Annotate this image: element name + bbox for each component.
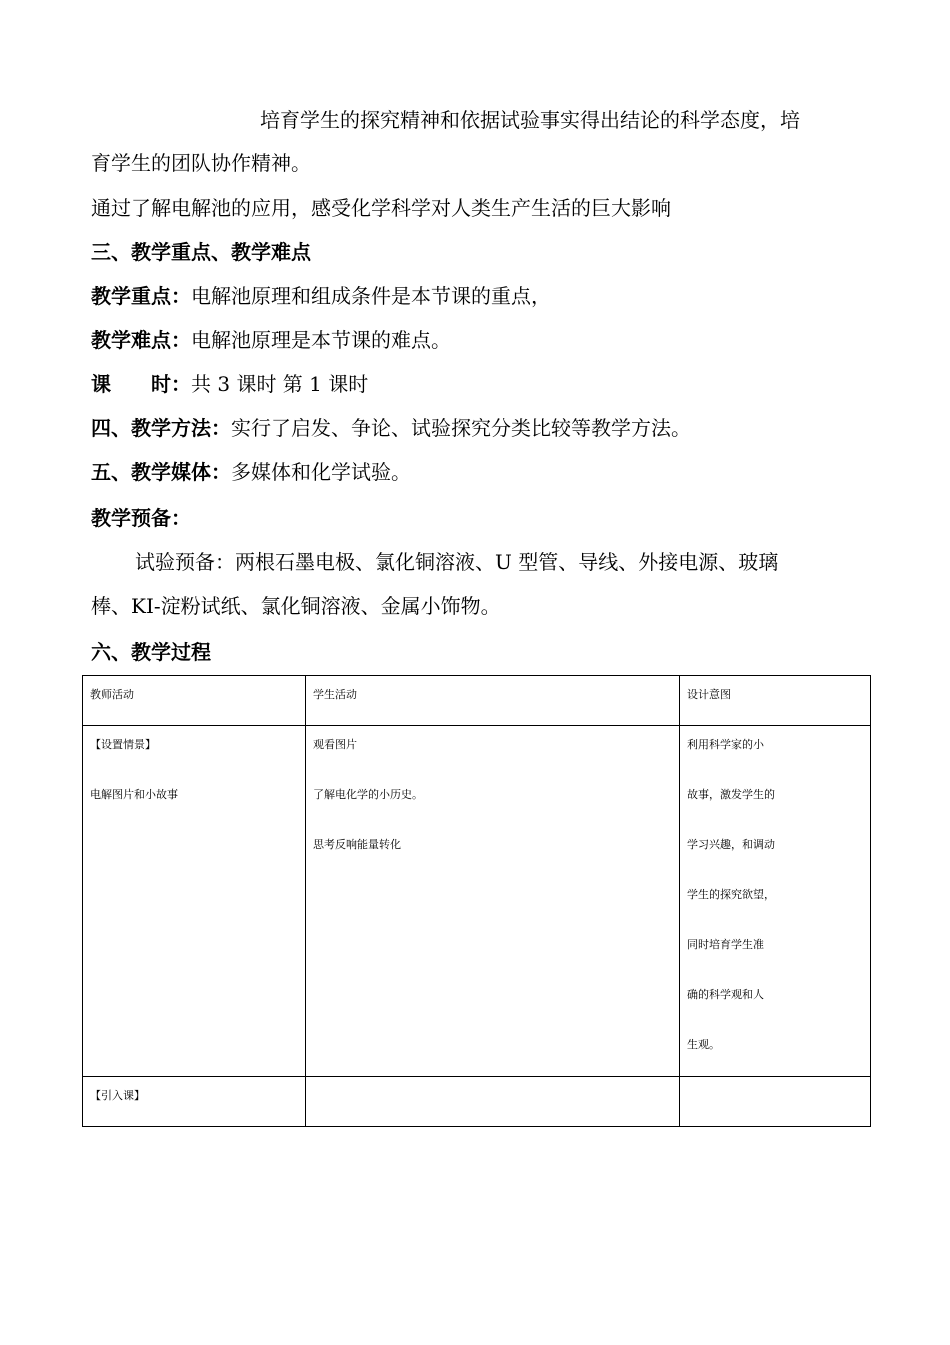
method-text: 实行了启发、争论、试验探究分类比较等教学方法。 [231,416,691,440]
difficulty-label: 教学难点： [91,328,191,352]
student-activity-cell [306,726,680,1077]
design-intent-cell [680,1077,871,1127]
design-intent-cell [680,726,871,1077]
key-point-line [91,282,551,310]
design-intent-line: 生观。 [687,1038,720,1051]
teacher-activity-cell [83,726,306,1077]
header-cell-teacher: 教师活动 [83,676,306,726]
teacher-activity-cell: 【引入课】 [83,1077,306,1127]
table-header-row [83,676,871,726]
design-intent-line: 故事，激发学生的 [687,788,775,801]
media-text: 多媒体和化学试验。 [231,460,411,484]
teacher-activity-line: 【设置情景】 [90,738,156,751]
prep-label: 教学预备： [91,506,191,530]
section-3-title: 三、教学重点、教学难点 [91,240,311,264]
design-intent-line: 确的科学观和人 [687,988,764,1001]
student-activity-line: 了解电化学的小历史。 [313,788,423,801]
key-point-text: 电解池原理和组成条件是本节课的重点， [191,284,551,308]
teacher-activity-line: 电解图片和小故事 [90,788,178,801]
student-activity-line: 思考反响能量转化 [313,838,401,851]
goal-line-3: 通过了解电解池的应用，感受化学科学对人类生产生活的巨大影响 [91,196,671,220]
design-intent-line: 利用科学家的小 [687,738,764,751]
student-activity-line: 观看图片 [313,738,357,751]
method-label: 四、教学方法： [91,416,231,440]
design-intent-line: 学习兴趣，和调动 [687,838,775,851]
header-cell-student: 学生活动 [306,676,680,726]
key-point-label: 教学重点： [91,284,191,308]
design-intent-line: 同时培育学生准 [687,938,764,951]
teaching-process-table [82,675,871,1127]
table-row [83,1077,871,1127]
header-cell-intent: 设计意图 [680,676,871,726]
table-row [83,726,871,1077]
prep-line-2: 棒、KI-淀粉试纸、氯化铜溶液、金属小饰物。 [91,594,501,618]
goal-line-1: 培育学生的探究精神和依据试验事实得出结论的科学态度，培 [260,108,800,132]
hours-line [91,370,368,398]
media-label: 五、教学媒体： [91,460,231,484]
media-line [91,458,411,486]
difficulty-text: 电解池原理是本节课的难点。 [191,328,451,352]
hours-label: 课 时： [91,372,191,396]
goal-line-2: 育学生的团队协作精神。 [91,151,311,175]
student-activity-cell [306,1077,680,1127]
section-6-title: 六、教学过程 [91,640,211,664]
method-line [91,414,691,442]
prep-line-1: 试验预备：两根石墨电极、氯化铜溶液、U 型管、导线、外接电源、玻璃 [135,550,779,574]
design-intent-line: 学生的探究欲望， [687,888,775,901]
hours-text: 共 3 课时 第 1 课时 [191,372,369,396]
difficulty-line [91,326,451,354]
